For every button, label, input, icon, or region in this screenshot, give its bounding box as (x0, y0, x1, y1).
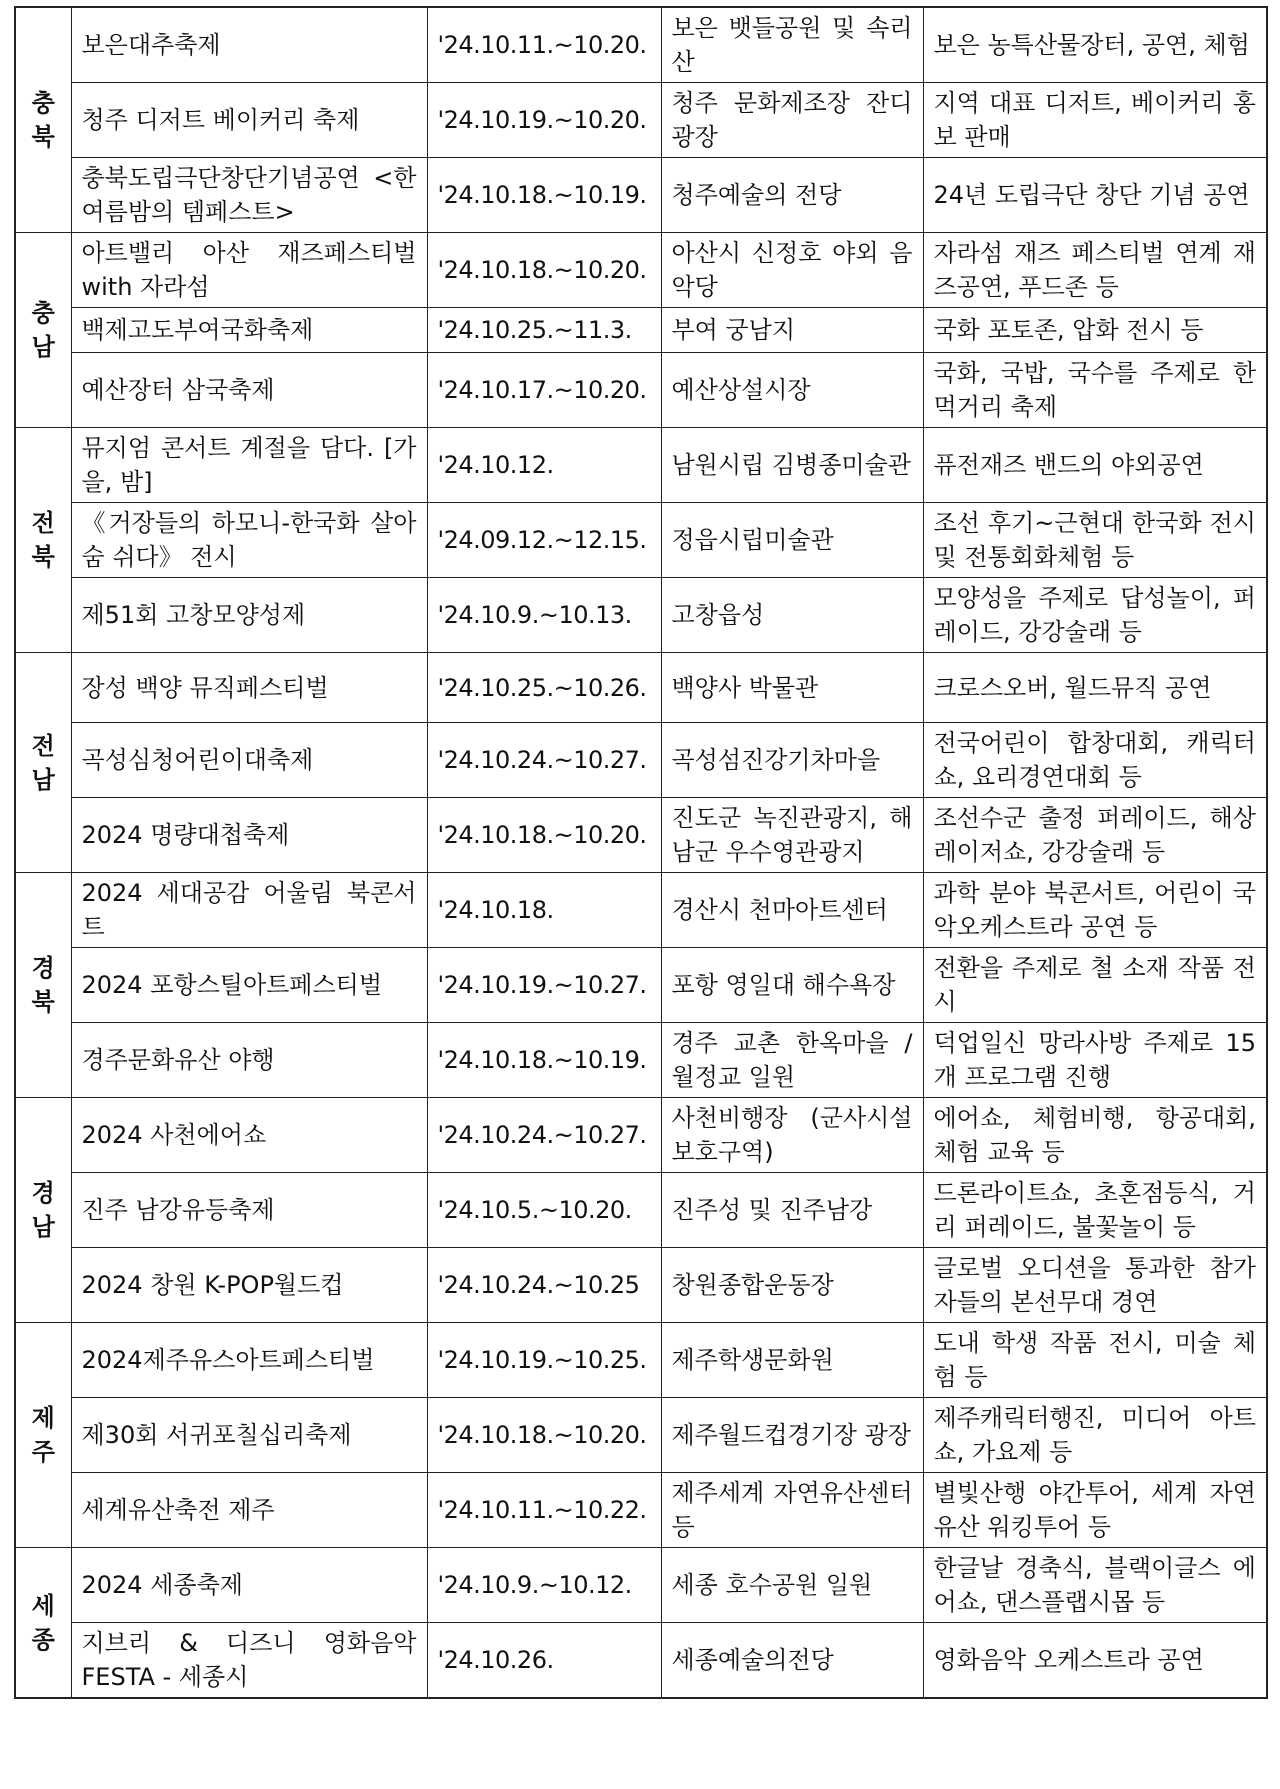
event-date-cell: '24.10.18.~10.20. (427, 1398, 661, 1473)
table-row (15, 503, 1267, 578)
event-venue-cell: 경주 교촌 한옥마을 / 월정교 일원 (661, 1023, 923, 1098)
region-cell: 제 주 (15, 1323, 71, 1548)
table-row (15, 7, 1267, 83)
event-desc-cell: 도내 학생 작품 전시, 미술 체험 등 (923, 1323, 1267, 1398)
table-row (15, 1623, 1267, 1699)
table-row (15, 1548, 1267, 1623)
event-date-cell: '24.10.19.~10.27. (427, 948, 661, 1023)
event-name-cell: 제51회 고창모양성제 (71, 578, 427, 653)
region-cell: 세 종 (15, 1548, 71, 1699)
region-cell: 경 남 (15, 1098, 71, 1323)
event-date-cell: '24.10.25.~11.3. (427, 308, 661, 353)
table-row (15, 1023, 1267, 1098)
event-date-cell: '24.09.12.~12.15. (427, 503, 661, 578)
event-venue-cell: 창원종합운동장 (661, 1248, 923, 1323)
event-date-cell: '24.10.11.~10.20. (427, 7, 661, 83)
event-name-cell: 2024 세대공감 어울림 북콘서트 (71, 873, 427, 948)
event-venue-cell: 아산시 신정호 야외 음악당 (661, 233, 923, 308)
event-date-cell: '24.10.9.~10.13. (427, 578, 661, 653)
table-row (15, 1323, 1267, 1398)
event-venue-cell: 고창읍성 (661, 578, 923, 653)
event-desc-cell: 전환을 주제로 철 소재 작품 전시 (923, 948, 1267, 1023)
region-cell: 충 남 (15, 233, 71, 428)
event-venue-cell: 백양사 박물관 (661, 653, 923, 723)
event-name-cell: 뮤지엄 콘서트 계절을 담다. [가을, 밤] (71, 428, 427, 503)
event-venue-cell: 세종 호수공원 일원 (661, 1548, 923, 1623)
event-date-cell: '24.10.18.~10.20. (427, 233, 661, 308)
event-name-cell: 예산장터 삼국축제 (71, 353, 427, 428)
event-desc-cell: 자라섬 재즈 페스티벌 연계 재즈공연, 푸드존 등 (923, 233, 1267, 308)
table-row (15, 1473, 1267, 1548)
event-date-cell: '24.10.17.~10.20. (427, 353, 661, 428)
table-row (15, 1398, 1267, 1473)
event-name-cell: 경주문화유산 야행 (71, 1023, 427, 1098)
table-row (15, 428, 1267, 503)
table-row (15, 948, 1267, 1023)
event-desc-cell: 전국어린이 합창대회, 캐릭터쇼, 요리경연대회 등 (923, 723, 1267, 798)
event-date-cell: '24.10.18.~10.20. (427, 798, 661, 873)
event-venue-cell: 정읍시립미술관 (661, 503, 923, 578)
event-venue-cell: 사천비행장 (군사시설보호구역) (661, 1098, 923, 1173)
table-row (15, 353, 1267, 428)
event-desc-cell: 드론라이트쇼, 초혼점등식, 거리 퍼레이드, 불꽃놀이 등 (923, 1173, 1267, 1248)
event-venue-cell: 남원시립 김병종미술관 (661, 428, 923, 503)
event-date-cell: '24.10.11.~10.22. (427, 1473, 661, 1548)
event-desc-cell: 과학 분야 북콘서트, 어린이 국악오케스트라 공연 등 (923, 873, 1267, 948)
event-venue-cell: 보은 뱃들공원 및 속리산 (661, 7, 923, 83)
event-name-cell: 2024제주유스아트페스티벌 (71, 1323, 427, 1398)
event-name-cell: 곡성심청어린이대축제 (71, 723, 427, 798)
table-row (15, 653, 1267, 723)
festival-table-body (15, 7, 1267, 1698)
event-date-cell: '24.10.12. (427, 428, 661, 503)
event-desc-cell: 24년 도립극단 창단 기념 공연 (923, 158, 1267, 233)
event-name-cell: 2024 포항스틸아트페스티벌 (71, 948, 427, 1023)
event-date-cell: '24.10.24.~10.27. (427, 723, 661, 798)
table-row (15, 1173, 1267, 1248)
event-date-cell: '24.10.19.~10.20. (427, 83, 661, 158)
event-desc-cell: 제주캐릭터행진, 미디어 아트쇼, 가요제 등 (923, 1398, 1267, 1473)
event-name-cell: 제30회 서귀포칠십리축제 (71, 1398, 427, 1473)
event-desc-cell: 별빛산행 야간투어, 세계 자연유산 워킹투어 등 (923, 1473, 1267, 1548)
event-venue-cell: 진도군 녹진관광지, 해남군 우수영관광지 (661, 798, 923, 873)
event-desc-cell: 한글날 경축식, 블랙이글스 에어쇼, 댄스플랩시몹 등 (923, 1548, 1267, 1623)
table-row (15, 158, 1267, 233)
event-date-cell: '24.10.18. (427, 873, 661, 948)
region-cell: 전 북 (15, 428, 71, 653)
event-name-cell: 충북도립극단창단기념공연 <한 여름밤의 템페스트> (71, 158, 427, 233)
event-name-cell: 《거장들의 하모니-한국화 살아 숨 쉬다》 전시 (71, 503, 427, 578)
event-date-cell: '24.10.18.~10.19. (427, 158, 661, 233)
event-venue-cell: 곡성섬진강기차마을 (661, 723, 923, 798)
event-desc-cell: 모양성을 주제로 답성놀이, 퍼레이드, 강강술래 등 (923, 578, 1267, 653)
event-venue-cell: 제주월드컵경기장 광장 (661, 1398, 923, 1473)
event-desc-cell: 영화음악 오케스트라 공연 (923, 1623, 1267, 1699)
event-venue-cell: 청주 문화제조장 잔디광장 (661, 83, 923, 158)
event-date-cell: '24.10.24.~10.25 (427, 1248, 661, 1323)
table-row (15, 1248, 1267, 1323)
event-venue-cell: 포항 영일대 해수욕장 (661, 948, 923, 1023)
event-name-cell: 장성 백양 뮤직페스티벌 (71, 653, 427, 723)
event-desc-cell: 국화, 국밥, 국수를 주제로 한 먹거리 축제 (923, 353, 1267, 428)
region-cell: 경 북 (15, 873, 71, 1098)
event-name-cell: 아트밸리 아산 재즈페스티벌 with 자라섬 (71, 233, 427, 308)
event-date-cell: '24.10.24.~10.27. (427, 1098, 661, 1173)
event-name-cell: 2024 창원 K-POP월드컵 (71, 1248, 427, 1323)
event-name-cell: 청주 디저트 베이커리 축제 (71, 83, 427, 158)
event-venue-cell: 경산시 천마아트센터 (661, 873, 923, 948)
event-desc-cell: 조선수군 출정 퍼레이드, 해상 레이저쇼, 강강술래 등 (923, 798, 1267, 873)
event-desc-cell: 지역 대표 디저트, 베이커리 홍보 판매 (923, 83, 1267, 158)
event-venue-cell: 예산상설시장 (661, 353, 923, 428)
event-date-cell: '24.10.25.~10.26. (427, 653, 661, 723)
table-row (15, 308, 1267, 353)
event-name-cell: 보은대추축제 (71, 7, 427, 83)
event-name-cell: 2024 사천에어쇼 (71, 1098, 427, 1173)
event-desc-cell: 글로벌 오디션을 통과한 참가자들의 본선무대 경연 (923, 1248, 1267, 1323)
event-venue-cell: 세종예술의전당 (661, 1623, 923, 1699)
event-date-cell: '24.10.9.~10.12. (427, 1548, 661, 1623)
event-desc-cell: 조선 후기~근현대 한국화 전시 및 전통회화체험 등 (923, 503, 1267, 578)
table-row (15, 798, 1267, 873)
event-date-cell: '24.10.19.~10.25. (427, 1323, 661, 1398)
event-venue-cell: 제주학생문화원 (661, 1323, 923, 1398)
table-row (15, 83, 1267, 158)
event-venue-cell: 청주예술의 전당 (661, 158, 923, 233)
event-name-cell: 지브리 & 디즈니 영화음악 FESTA - 세종시 (71, 1623, 427, 1699)
region-cell: 충 북 (15, 7, 71, 233)
event-name-cell: 백제고도부여국화축제 (71, 308, 427, 353)
table-row (15, 578, 1267, 653)
event-name-cell: 진주 남강유등축제 (71, 1173, 427, 1248)
table-row (15, 1098, 1267, 1173)
event-desc-cell: 덕업일신 망라사방 주제로 15개 프로그램 진행 (923, 1023, 1267, 1098)
event-venue-cell: 제주세계 자연유산센터 등 (661, 1473, 923, 1548)
event-desc-cell: 국화 포토존, 압화 전시 등 (923, 308, 1267, 353)
event-date-cell: '24.10.5.~10.20. (427, 1173, 661, 1248)
event-name-cell: 2024 명량대첩축제 (71, 798, 427, 873)
table-row (15, 233, 1267, 308)
event-desc-cell: 크로스오버, 월드뮤직 공연 (923, 653, 1267, 723)
event-name-cell: 2024 세종축제 (71, 1548, 427, 1623)
region-cell: 전 남 (15, 653, 71, 873)
event-venue-cell: 진주성 및 진주남강 (661, 1173, 923, 1248)
event-date-cell: '24.10.26. (427, 1623, 661, 1699)
event-desc-cell: 퓨전재즈 밴드의 야외공연 (923, 428, 1267, 503)
table-row (15, 873, 1267, 948)
table-row (15, 723, 1267, 798)
event-date-cell: '24.10.18.~10.19. (427, 1023, 661, 1098)
event-desc-cell: 에어쇼, 체험비행, 항공대회, 체험 교육 등 (923, 1098, 1267, 1173)
event-name-cell: 세계유산축전 제주 (71, 1473, 427, 1548)
event-venue-cell: 부여 궁남지 (661, 308, 923, 353)
event-desc-cell: 보은 농특산물장터, 공연, 체험 (923, 7, 1267, 83)
festival-table (14, 6, 1268, 1699)
